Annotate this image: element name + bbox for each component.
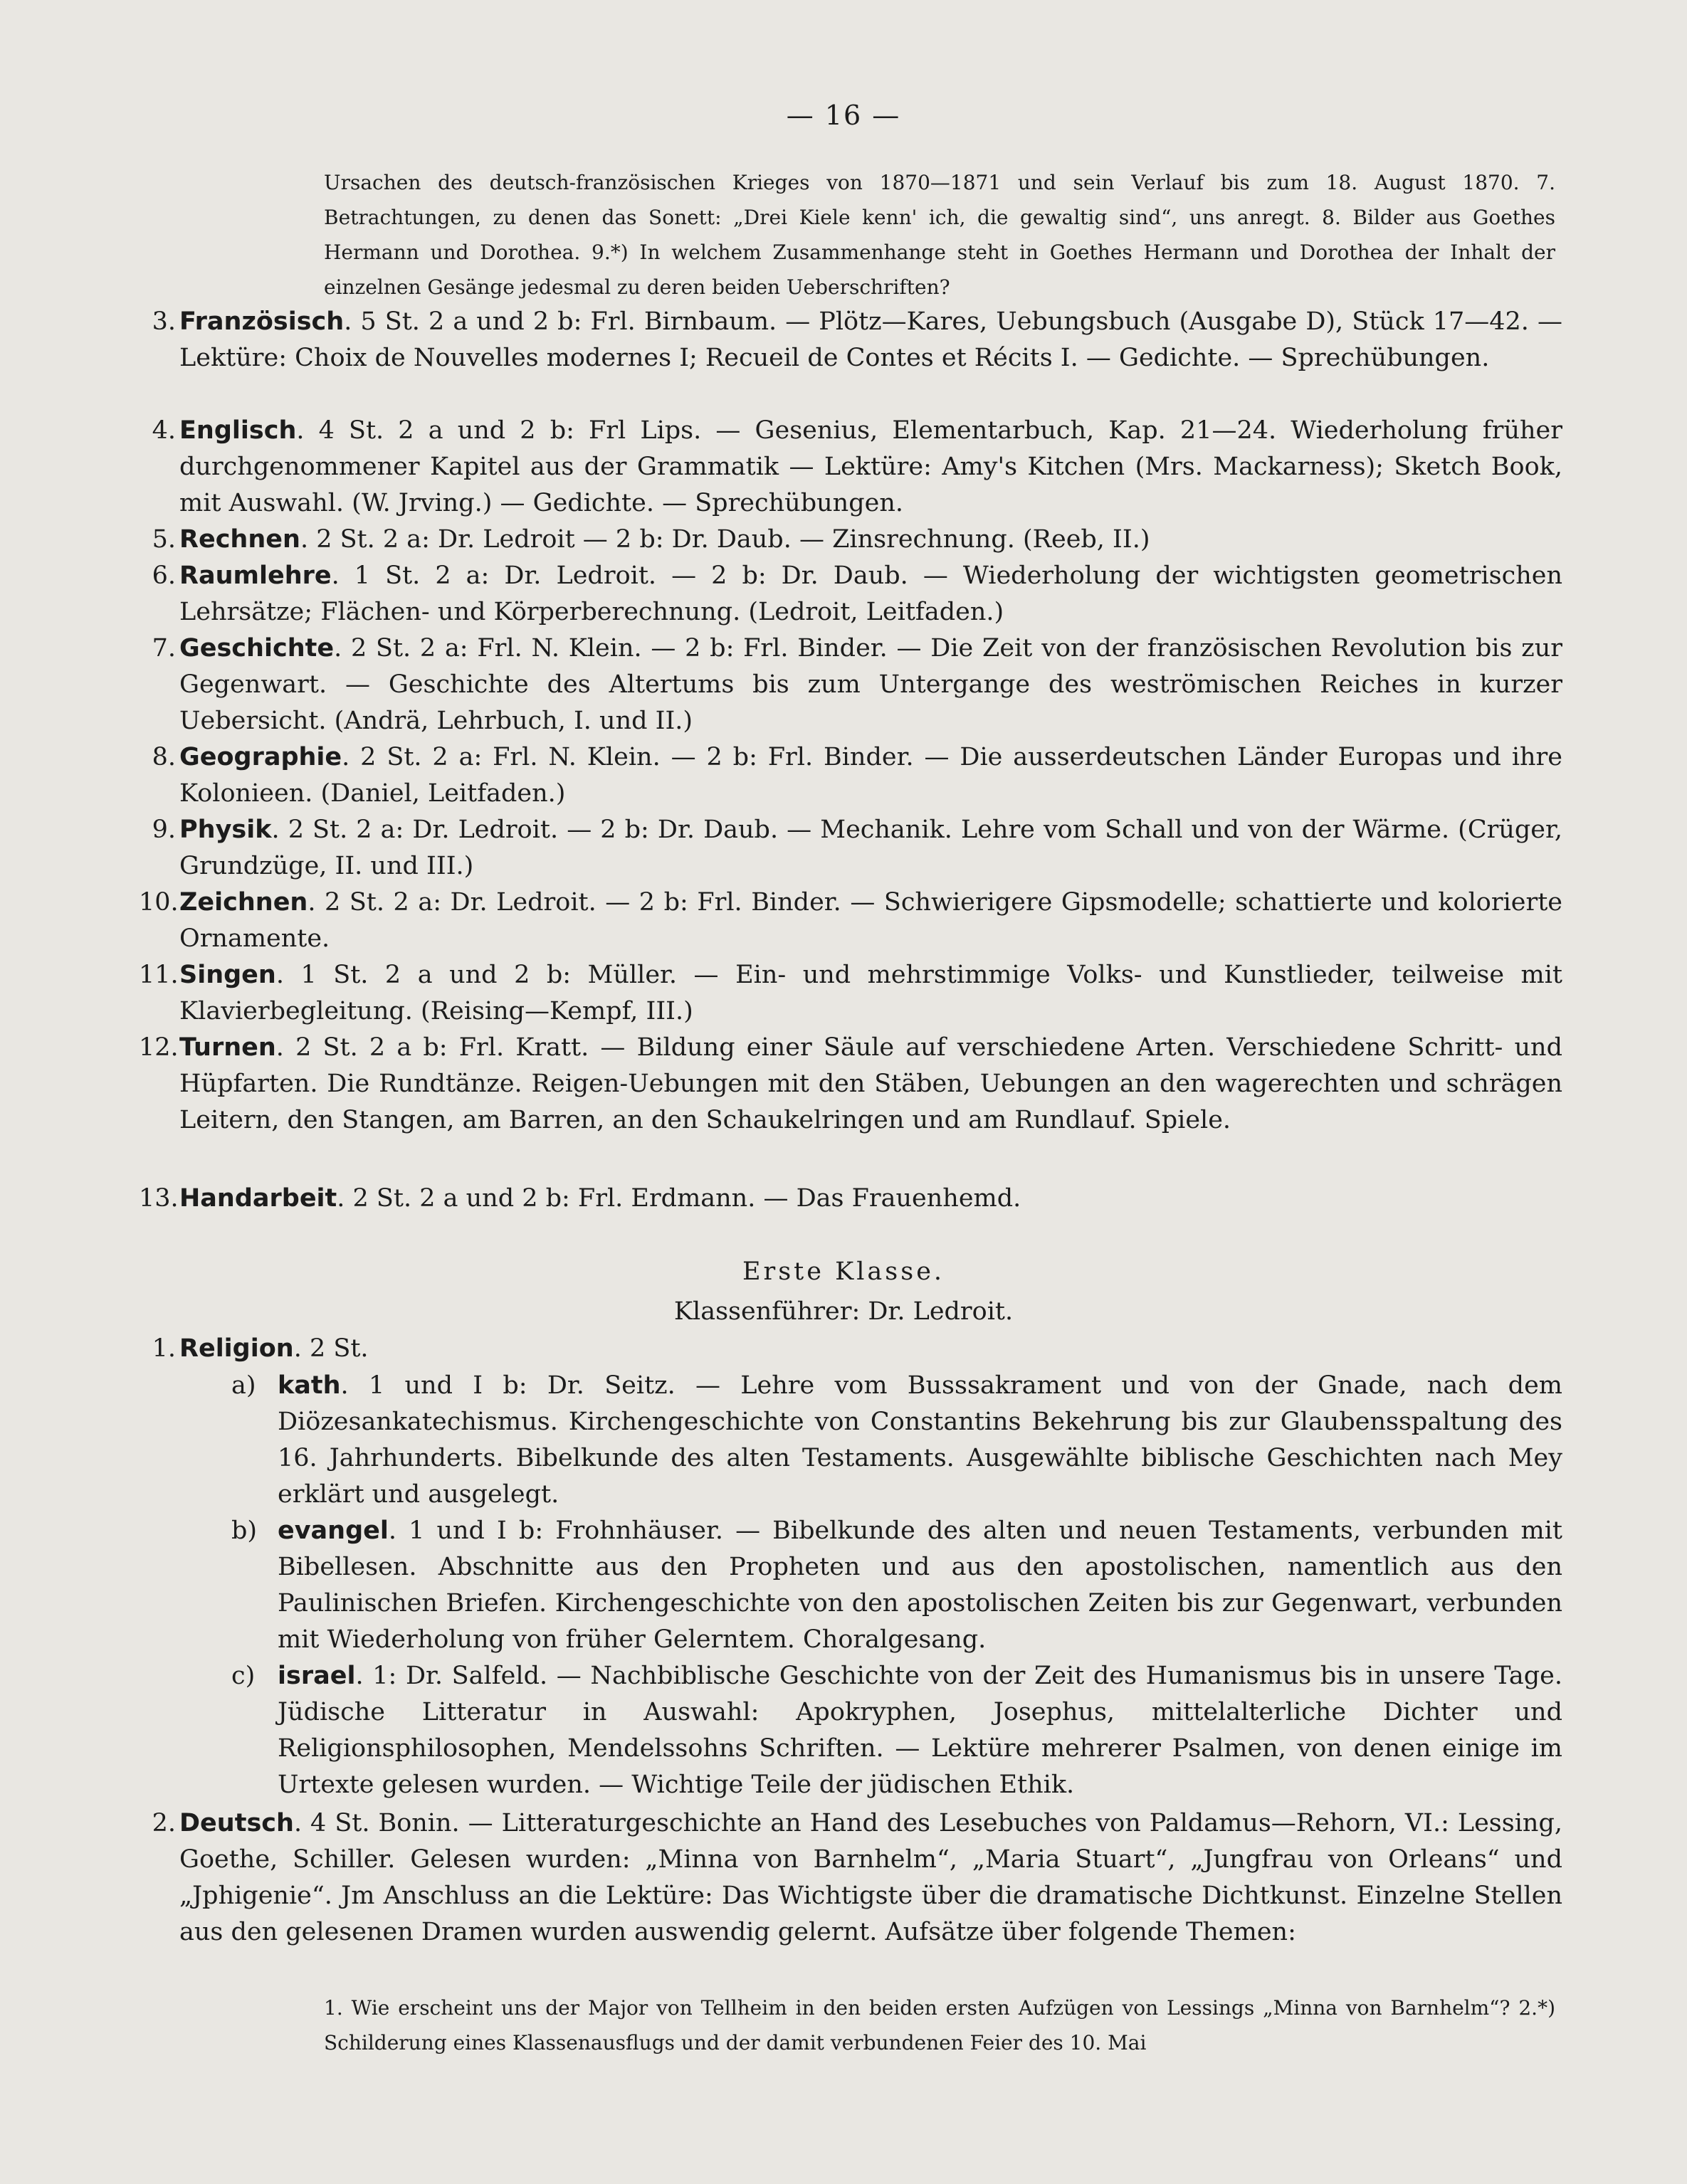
first-class-heading: Erste Klasse.: [742, 1257, 945, 1286]
subject-title: Rechnen: [179, 525, 300, 554]
subject-title: Raumlehre: [179, 561, 332, 590]
subject-number: 8.: [152, 743, 176, 771]
subject-text: . 2 St. 2 a b: Frl. Kratt. — Bildung einer Säule auf verschiedene Arten. Verschiedene Schritt- und Hüpfarten. Die Rundtänze. Reigen-Uebungen mit den Stäben, Uebungen an den wagerechten und schrägen Leitern, den Stangen, am Barren, an den Schaukelringen und am Rundlauf. Spiele.: [179, 1033, 1562, 1134]
subject-title: Handarbeit: [179, 1184, 337, 1213]
subject-text: . 2 St. 2 a: Dr. Ledroit — 2 b: Dr. Daub. — Zinsrechnung. (Reeb, II.): [300, 525, 1150, 554]
subject-body: [179, 957, 1562, 1030]
subject-entry-singen: [139, 957, 1562, 1030]
subject-entry-geschichte: [139, 631, 1562, 739]
subject-number: 11.: [139, 961, 179, 989]
subject-title: Französisch: [179, 307, 345, 336]
subject-number: 4.: [152, 416, 176, 445]
subject-number: 7.: [152, 634, 176, 663]
subject-body: [179, 1331, 1562, 1367]
subject-body: [179, 885, 1562, 957]
subject-number: 13.: [139, 1184, 179, 1213]
subject-number: 2.: [152, 1809, 176, 1837]
subject-number: 12.: [139, 1033, 179, 1062]
intro-paragraph: Ursachen des deutsch-französischen Krieges von 1870—1871 und sein Verlauf bis zum 18. August 1870. 7. Betrachtungen, zu denen das Sonett: „Drei Kiele kenn' ich, die gewaltig sind“, uns anregt. 8. Bilder aus Goethes Hermann und Dorothea. 9.*) In welchem Zusammenhange steht in Goethes Hermann und Dorothea der Inhalt der einzelnen Gesänge jedesmal zu deren beiden Ueberschriften?: [324, 171, 1555, 299]
intro-paragraph-block: [324, 165, 1555, 305]
religion-part-kath: [231, 1368, 1562, 1513]
part-title: kath: [278, 1371, 341, 1400]
part-label: b): [231, 1516, 258, 1545]
part-body: [278, 1513, 1562, 1658]
subject-entry-franzoesisch: [139, 304, 1562, 413]
subject-text: . 2 St. 2 a: Dr. Ledroit. — 2 b: Dr. Daub. — Mechanik. Lehre vom Schall und von der Wärme. (Crüger, Grundzüge, II. und III.): [179, 816, 1562, 880]
part-text: . 1 und I b: Frohnhäuser. — Bibelkunde des alten und neuen Testaments, verbunden mit Bibellesen. Abschnitte aus den Propheten und aus den apostolischen, namentlich aus den Paulinischen Briefen. Kirchengeschichte von den apostolischen Zeiten bis zur Gegenwart, verbunden mit Wiederholung von früher Gelerntem. Choralgesang.: [278, 1516, 1562, 1654]
subject-title: Deutsch: [179, 1809, 294, 1837]
subject-title: Zeichnen: [179, 888, 308, 917]
subject-text: . 1 St. 2 a und 2 b: Müller. — Ein- und mehrstimmige Volks- und Kunstlieder, teilweise mit Klavierbegleitung. (Reising—Kempf, III.): [179, 961, 1562, 1025]
subject-body: [179, 413, 1562, 522]
subject-number: 9.: [152, 816, 176, 844]
part-text: . 1: Dr. Salfeld. — Nachbiblische Geschichte von der Zeit des Humanismus bis in unsere Tage. Jüdische Litteratur in Auswahl: Apokryphen, Josephus, mittelalterliche Dichter und Religionsphilosophen, Mendelssohns Schriften. — Lektüre mehrerer Psalmen, von denen einige im Urtexte gelesen wurden. — Wichtige Teile der jüdischen Ethik.: [278, 1662, 1562, 1799]
subject-number: 10.: [139, 888, 179, 917]
subject-entry-physik: [139, 812, 1562, 885]
part-body: [278, 1658, 1562, 1803]
subject-body: [179, 304, 1562, 376]
part-title: israel: [278, 1662, 356, 1690]
page-number: — 16 —: [786, 100, 901, 131]
themes-paragraph: 1. Wie erscheint uns der Major von Tellheim in den beiden ersten Aufzügen von Lessings „Minna von Barnhelm“? 2.*) Schilderung eines Klassenausflugs und der damit verbundenen Feier des 10. Mai: [324, 1996, 1555, 2054]
subject-number: 1.: [152, 1334, 176, 1363]
subject-number: 3.: [152, 307, 176, 336]
subject-body: [179, 1030, 1562, 1139]
subject-text: . 1 St. 2 a: Dr. Ledroit. — 2 b: Dr. Daub. — Wiederholung der wichtigsten geometrischen Lehrsätze; Flächen- und Körperberechnung. (Ledroit, Leitfaden.): [179, 561, 1562, 626]
subject-body: [179, 812, 1562, 885]
subject-title: Turnen: [179, 1033, 276, 1062]
subject-body: [179, 1181, 1562, 1217]
subject-entry-zeichnen: [139, 885, 1562, 957]
subject-body: [179, 631, 1562, 739]
subject-text: . 2 St. 2 a: Frl. N. Klein. — 2 b: Frl. Binder. — Die Zeit von der französischen Revolution bis zur Gegenwart. — Geschichte des Altertums bis zum Untergange des weströmischen Reiches in kurzer Uebersicht. (Andrä, Lehrbuch, I. und II.): [179, 634, 1562, 735]
part-text: . 1 und I b: Dr. Seitz. — Lehre vom Busssakrament und von der Gnade, nach dem Diözesankatechismus. Kirchengeschichte von Constantins Bekehrung bis zur Glaubensspaltung des 16. Jahrhunderts. Bibelkunde des alten Testaments. Ausgewählte biblische Geschichten nach Mey erklärt und ausgelegt.: [278, 1371, 1562, 1509]
subject-entry-geographie: [139, 739, 1562, 812]
subject-text: . 5 St. 2 a und 2 b: Frl. Birnbaum. — Plötz—Kares, Uebungsbuch (Ausgabe D), Stück 17—42. — Lektüre: Choix de Nouvelles modernes I; Recueil de Contes et Récits I. — Gedichte. — Sprechübungen.: [179, 307, 1562, 372]
religion-part-israel: [231, 1658, 1562, 1803]
subject-entry-raumlehre: [139, 558, 1562, 631]
part-label: c): [231, 1662, 256, 1690]
class-leader: Klassenführer: Dr. Ledroit.: [673, 1297, 1014, 1326]
subject-entry-rechnen: [139, 522, 1562, 558]
subject-text: . 2 St.: [293, 1334, 369, 1363]
subject-title: Geographie: [179, 743, 342, 771]
subject-title: Religion: [179, 1334, 294, 1363]
subject-text: . 2 St. 2 a: Frl. N. Klein. — 2 b: Frl. Binder. — Die ausserdeutschen Länder Europas und ihre Kolonieen. (Daniel, Leitfaden.): [179, 743, 1562, 808]
part-body: [278, 1368, 1562, 1513]
subject-title: Physik: [179, 816, 272, 844]
subject-entry-turnen: [139, 1030, 1562, 1175]
subject-body: [179, 1805, 1562, 1951]
subject-text: . 4 St. 2 a und 2 b: Frl Lips. — Gesenius, Elementarbuch, Kap. 21—24. Wiederholung früher durchgenommener Kapitel aus der Grammatik — Lektüre: Amy's Kitchen (Mrs. Mackarness); Sketch Book, mit Auswahl. (W. Jrving.) — Gedichte. — Sprechübungen.: [179, 416, 1562, 517]
part-label: a): [231, 1371, 256, 1400]
subject-entry-religion: [139, 1331, 1562, 1367]
subject-number: 6.: [152, 561, 176, 590]
subject-text: . 2 St. 2 a und 2 b: Frl. Erdmann. — Das Frauenhemd.: [337, 1184, 1021, 1213]
subject-title: Singen: [179, 961, 276, 989]
subject-entry-deutsch: [139, 1805, 1562, 1987]
subject-body: [179, 558, 1562, 631]
religion-part-evangel: [231, 1513, 1562, 1658]
subject-text: . 4 St. Bonin. — Litteraturgeschichte an Hand des Lesebuches von Paldamus—Rehorn, VI.: Lessing, Goethe, Schiller. Gelesen wurden: „Minna von Barnhelm“, „Maria Stuart“, „Jungfrau von Orleans“ und „Jphigenie“. Jm Anschluss an die Lektüre: Das Wichtigste über die dramatische Dichtkunst. Einzelne Stellen aus den gelesenen Dramen wurden auswendig gelernt. Aufsätze über folgende Themen:: [179, 1809, 1562, 1946]
subject-title: Englisch: [179, 416, 297, 445]
subject-body: [179, 739, 1562, 812]
part-title: evangel: [278, 1516, 389, 1545]
subject-title: Geschichte: [179, 634, 335, 663]
subject-text: . 2 St. 2 a: Dr. Ledroit. — 2 b: Frl. Binder. — Schwierigere Gipsmodelle; schattierte und kolorierte Ornamente.: [179, 888, 1562, 953]
subject-number: 5.: [152, 525, 176, 554]
subject-body: [179, 522, 1562, 558]
subject-entry-englisch: [139, 413, 1562, 522]
subject-entry-handarbeit: [139, 1181, 1562, 1217]
